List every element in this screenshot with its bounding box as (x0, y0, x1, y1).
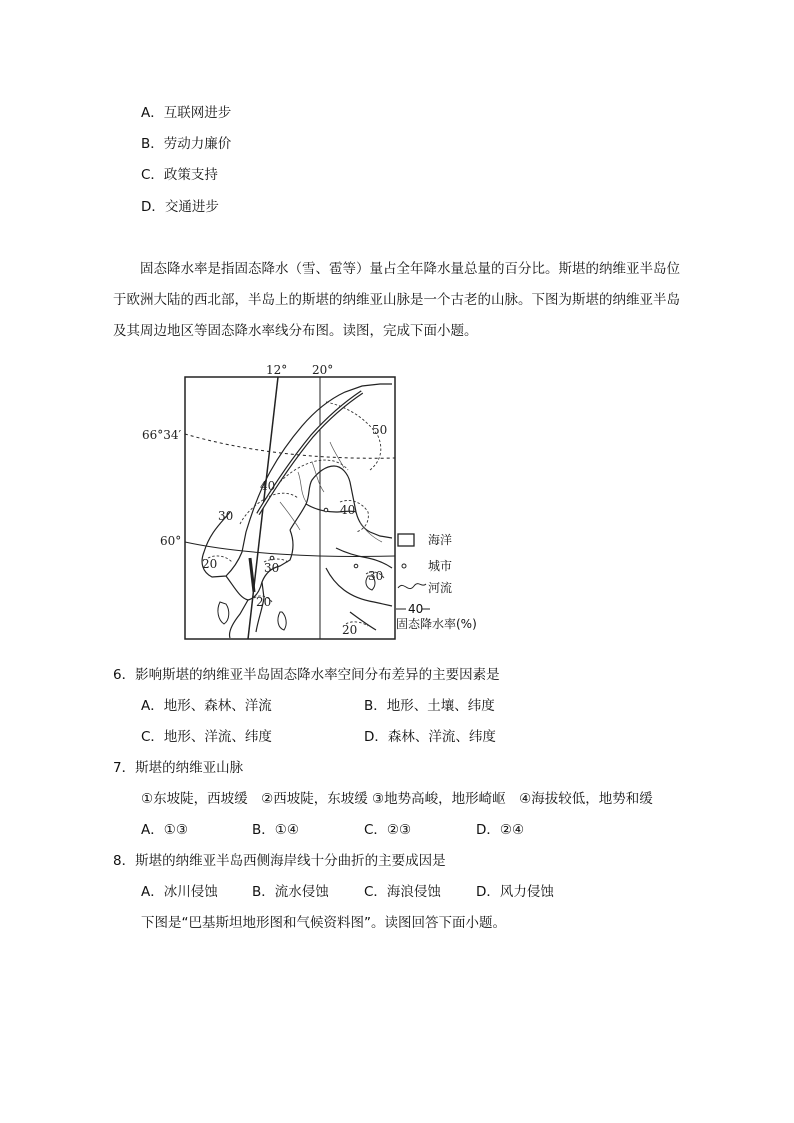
isoline-label: 30 (264, 561, 280, 575)
q6-option-b: B．地形、土壤、纬度 (364, 698, 495, 714)
isoline-label: 20 (202, 557, 218, 571)
q7-option-a: A．①③ (141, 822, 188, 838)
isoline-label: 20 (256, 595, 272, 609)
isoline-label: 40 (260, 479, 276, 493)
q8-option-b: B．流水侵蚀 (252, 884, 329, 900)
q8-option-c: C．海浪侵蚀 (364, 884, 441, 900)
next-intro: 下图是“巴基斯坦地形图和气候资料图”。读图回答下面小题。 (141, 915, 506, 931)
option-d: D．交通进步 (141, 199, 219, 215)
legend-city-marker (402, 564, 406, 568)
legend-isoline-value: 40 (408, 602, 424, 616)
isoline-label: 30 (368, 569, 384, 583)
isoline-label: 40 (340, 503, 356, 517)
legend-river-symbol (398, 584, 426, 589)
legend-isoline-label: 固态降水率(%) (396, 617, 477, 631)
lat-label-arctic: 66°34′ (142, 428, 182, 442)
question-8-stem: 8．斯堪的纳维亚半岛西侧海岸线十分曲折的主要成因是 (113, 853, 446, 869)
scandinavia-map (130, 362, 430, 647)
option-a: A．互联网进步 (141, 105, 232, 121)
q6-option-c: C．地形、洋流、纬度 (141, 729, 272, 745)
isoline-label: 30 (218, 509, 234, 523)
q7-option-d: D．②④ (476, 822, 525, 838)
lat-label-60: 60° (160, 534, 182, 548)
q6-option-d: D．森林、洋流、纬度 (364, 729, 496, 745)
option-b: B．劳动力廉价 (141, 136, 232, 152)
lon-label-12: 12° (266, 363, 288, 377)
question-7-stem: 7．斯堪的纳维亚山脉 (113, 760, 244, 776)
legend-ocean-swatch (398, 534, 414, 546)
q8-option-d: D．风力侵蚀 (476, 884, 554, 900)
option-c: C．政策支持 (141, 167, 218, 183)
lon-label-20: 20° (312, 363, 334, 377)
q8-option-a: A．冰川侵蚀 (141, 884, 218, 900)
q7-option-b: B．①④ (252, 822, 299, 838)
legend-ocean-label: 海洋 (428, 533, 453, 547)
isoline-label: 20 (342, 623, 358, 637)
q7-statements: ①东坡陡，西坡缓 ②西坡陡，东坡缓 ③地势高峻，地形崎岖 ④海拔较低，地势和缓 (141, 791, 653, 807)
intro-paragraph: 固态降水率是指固态降水（雪、雹等）量占全年降水量总量的百分比。斯堪的纳维亚半岛位于欧洲大陆的西北部，半岛上的斯堪的纳维亚山脉是一个古老的山脉。下图为斯堪的纳维亚半岛及其周边地区等固态降水率线分布图。读图，完成下面小题。 (113, 261, 680, 339)
legend-city-label: 城市 (428, 559, 453, 573)
question-6-stem: 6．影响斯堪的纳维亚半岛固态降水率空间分布差异的主要因素是 (113, 667, 500, 683)
q7-option-c: C．②③ (364, 822, 412, 838)
isoline-label: 50 (372, 423, 388, 437)
legend-river-label: 河流 (428, 581, 453, 595)
q6-option-a: A．地形、森林、洋流 (141, 698, 272, 714)
